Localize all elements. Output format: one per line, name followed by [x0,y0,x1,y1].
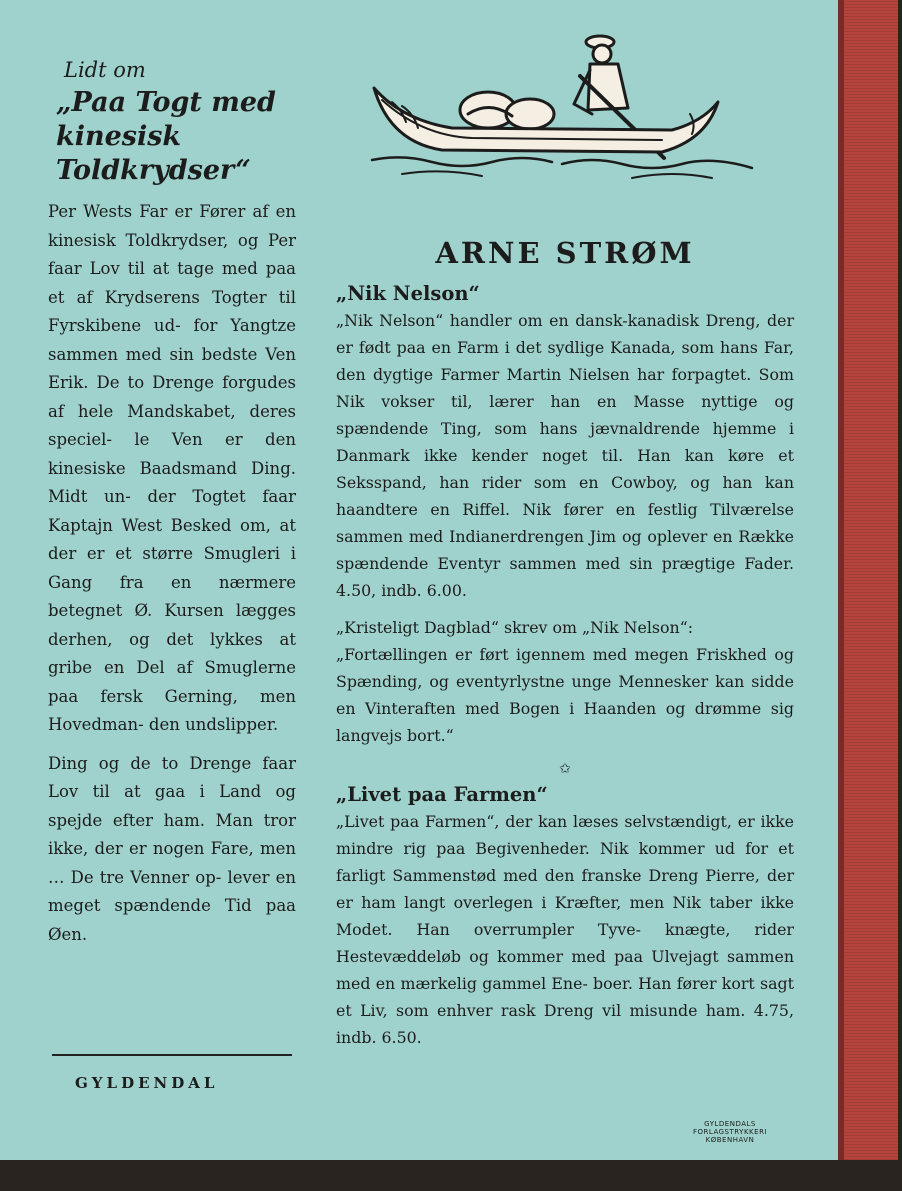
canoe-paddler-icon [362,18,762,186]
review-source: „Kristeligt Dagblad“ skrev om „Nik Nelson“: [336,618,694,637]
printer-mark [692,1120,768,1144]
featured-synopsis-2: Ding og de to Drenge faar Lov til at gaa i Land og spejde efter ham. Man tror ikke, der er nogen Fare, men … De tre Venner op- lever en meget spændende Tid paa Øen. [48,753,296,944]
book-title-livet-paa-farmen: „Livet paa Farmen“ [336,783,548,806]
book-description-nik-nelson: „Nik Nelson“ handler om en dansk-kanadisk Dreng, der er født paa en Farm i det sydlige Kanada, som hans Far, den dygtige Farmer Martin Nielsen har forpagtet. Som Nik vokser til, lærer han en Masse nyttige og spændende Ting, som hans jævnaldrende hjemme i Danmark ikke kender noget til. Han kan køre et Seksspand, han rider som en Cowboy, og han kan haandtere en Riffel. Nik fører en festlig Tilværelse sammen med Indianerdrengen Jim og oplever en Række spændende Eventyr sammen med sin prægtige Fader. 4.50, indb. 6.00. [336,311,794,600]
spine-edge [838,0,844,1160]
featured-title-line: Toldkrydser“ [56,155,251,186]
book-description-livet-paa-farmen: „Livet paa Farmen“, der kan læses selvstændigt, er ikke mindre rig paa Begivenheder. Nik kommer ud for et farligt Sammenstød med den franske Dreng Pierre, der er ham langt overlegen i Kræfter, men Nik taber ikke Modet. Han overrumpler Tyve- knægte, rider Hestevæddeløb og kommer med paa Ulvejagt sammen med en mærkelig gammel Ene- boer. Han fører kort sagt et Liv, som enhver rask Dreng vil misunde ham. 4.75, indb. 6.50. [336,812,794,1047]
book-title-nik-nelson: „Nik Nelson“ [336,282,480,305]
right-column [336,236,794,1061]
featured-title-line: kinesisk [56,121,182,152]
intro-text: Lidt om [64,58,146,82]
featured-title-line: „Paa Togt med [56,87,276,118]
author-name: ARNE STRØM [435,236,695,270]
review-quote: „Fortællingen er ført igennem med megen Friskhed og Spænding, og eventyrlystne unge Mennesker kan sidde en Vinteraften med Bogen i Haanden og drømme sig langvejs bort.“ [336,645,794,745]
divider-rule [52,1054,292,1056]
printer-line: GYLDENDALS [704,1120,756,1128]
featured-book-title [56,86,296,188]
left-column [48,58,296,959]
book-spine [838,0,898,1160]
star-separator-icon: ✩ [559,761,571,777]
printer-line: FORLAGSTRYKKERI [693,1128,767,1136]
printer-line: KØBENHAVN [705,1136,755,1144]
featured-synopsis-1: Per Wests Far er Fører af en kinesisk Toldkrydser, og Per faar Lov til at tage med paa et af Krydserens Togter til Fyrskibene ud- for Yangtze sammen med sin bedste Ven Erik. De to Drenge forgudes af hele Mandskabet, deres speciel- le Ven er den kinesiske Baadsmand Ding. Midt un- der Togtet faar Kaptajn West Besked om, at der er et større Smugleri i Gang fra en nærmere betegnet Ø. Kursen lægges derhen, og det lykkes at gribe en Del af Smuglerne paa fersk Gerning, men Hovedman- den undslipper. [48,202,296,734]
publisher-name: GYLDENDAL [75,1074,219,1092]
